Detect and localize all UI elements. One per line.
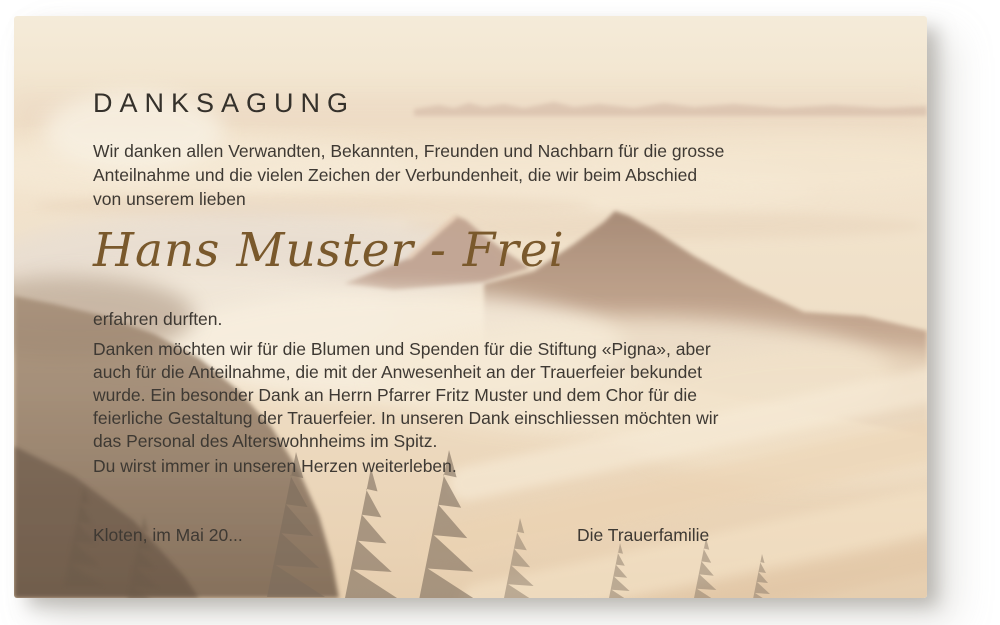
intro-line-2: Anteilnahme und die vielen Zeichen der Verbundenheit, die wir beim Abschied [93,165,698,185]
intro-line-1: Wir danken allen Verwandten, Bekannten, Freunden und Nachbarn für die grosse [93,141,725,161]
thanks-line-3: wurde. Ein besonder Dank an Herrn Pfarrer Fritz Muster und dem Chor für die [93,385,698,405]
thanks-line-1: Danken möchten wir für die Blumen und Spenden für die Stiftung «Pigna», aber [93,339,711,359]
thanks-line-5: das Personal des Alterswohnheims im Spitz. [93,431,438,451]
intro-line-3: von unserem lieben [93,189,246,209]
thanks-line-4: feierliche Gestaltung der Trauerfeier. In unseren Dank einschliessen möchten wir [93,408,719,428]
memorial-card [14,16,927,598]
card-title: DANKSAGUNG [93,88,356,118]
place-and-date: Kloten, im Mai 20... [93,525,243,545]
intro-paragraph [93,139,724,211]
thanks-line-2: auch für die Anteilnahme, die mit der Anwesenheit an der Trauerfeier bekundet [93,362,702,382]
deceased-name: Hans Muster - Frei [93,223,565,278]
after-name-line: erfahren durften. [93,309,223,329]
family-signature: Die Trauerfamilie [577,525,710,545]
closing-line: Du wirst immer in unseren Herzen weiterleben. [93,456,457,476]
thanks-paragraph [93,338,718,453]
